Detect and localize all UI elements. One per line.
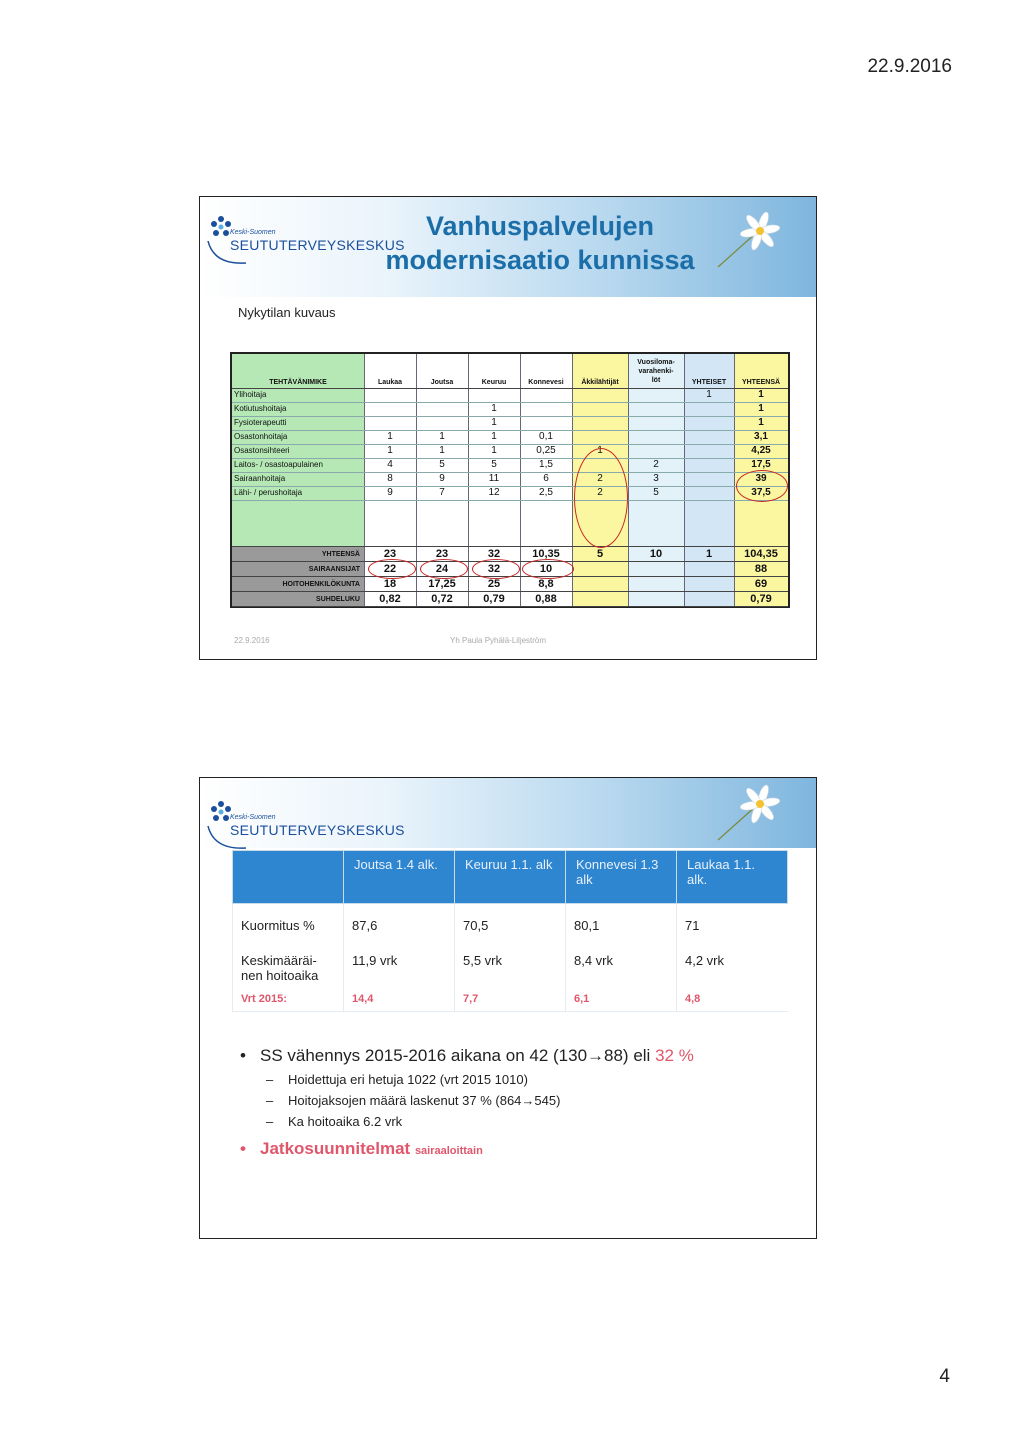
table-header-cell: TEHTÄVÄNIMIKE (269, 379, 327, 386)
table-header-cell: YHTEENSÄ (741, 379, 781, 386)
table-cell: 1 (387, 445, 393, 456)
bullet-text: Jatkosuunnitelmat (260, 1139, 411, 1158)
logo-big-text: SEUTUTERVEYSKESKUS (230, 237, 405, 253)
table-header-cell: Vuosiloma- varahenki- löt (637, 359, 675, 384)
table-cell: 1 (758, 403, 764, 414)
summary-cell: 0,79 (483, 593, 505, 605)
table-cell: 2,5 (539, 487, 553, 498)
table-cell: 5 (491, 459, 497, 470)
table-header-konnevesi: Konnevesi 1.3 alk (566, 851, 677, 904)
table-cell: 1 (491, 417, 497, 428)
staff-table (230, 352, 790, 608)
page-date: 22.9.2016 (867, 56, 952, 77)
annotation-circle (472, 559, 520, 579)
summary-cell: 10 (539, 563, 553, 575)
row-divider (232, 500, 788, 501)
table-header-cell: Laukaa (377, 379, 403, 386)
compare-row (233, 989, 788, 1012)
slide-title (370, 209, 710, 277)
table-row (233, 904, 788, 940)
row-label: Ylihoitaja (234, 390, 267, 399)
annotation-circle (736, 470, 788, 502)
logo-small-text: Keski-Suomen (230, 229, 276, 236)
summary-cell: 104,35 (744, 548, 778, 560)
summary-label: HOITOHENKILÖKUNTA (282, 581, 360, 588)
sub-bullet-item: – Hoidettuja eri hetuja 1022 (vrt 2015 1010) (238, 1072, 798, 1087)
table-cell: 1 (387, 431, 393, 442)
annotation-circle (420, 559, 468, 579)
table-cell: 71 (677, 904, 788, 940)
table-cell: 4,25 (751, 445, 771, 456)
table-cell: 5 (439, 459, 445, 470)
table-cell: 2 (597, 487, 603, 498)
table-cell: 4,2 vrk (677, 939, 788, 989)
summary-cell: 32 (487, 548, 501, 560)
table-header-cell: Joutsa (430, 379, 454, 386)
sub-bullet-item: – Hoitojaksojen määrä laskenut 37 % (864→545) (238, 1093, 798, 1108)
table-header-cell: YHTEISET (691, 379, 727, 386)
logo-swoosh-icon (206, 239, 276, 267)
row-label: Kuormitus % (233, 904, 344, 940)
compare-label: Vrt 2015: (233, 989, 344, 1012)
table-cell: 39 (755, 473, 767, 484)
row-label: Sairaanhoitaja (234, 474, 286, 483)
table-header-keuruu: Keuruu 1.1. alk (455, 851, 566, 904)
annotation-circle (368, 559, 416, 579)
summary-cell: 22 (383, 563, 397, 575)
bullet-item (238, 1139, 798, 1159)
summary-cell: 1 (705, 548, 713, 560)
table-cell: 1 (597, 445, 603, 456)
row-label: Laitos- / osastoapulainen (234, 460, 323, 469)
compare-cell: 14,4 (344, 989, 455, 1012)
logo-big-text: SEUTUTERVEYSKESKUS (230, 822, 405, 838)
row-label: Kotiutushoitaja (234, 404, 287, 413)
slide-title-line2: modernisaatio kunnissa (385, 245, 695, 275)
summary-cell: 25 (487, 578, 501, 590)
summary-cell: 17,25 (428, 578, 456, 590)
row-label: Osastonhoitaja (234, 432, 288, 441)
table-cell: 1 (491, 431, 497, 442)
table-header-cell: Äkkilähtijät (581, 379, 619, 386)
row-label: Osastonsihteeri (234, 446, 290, 455)
logo-swoosh-icon (206, 824, 276, 852)
summary-cell: 8,8 (538, 578, 554, 590)
table-cell: 37,5 (751, 487, 771, 498)
table-cell: 1 (758, 417, 764, 428)
bullet-small-text: sairaaloittain (414, 1145, 483, 1157)
table-cell: 9 (439, 473, 445, 484)
table-cell: 6 (543, 473, 549, 484)
row-label: Fysioterapeutti (234, 418, 287, 427)
table-cell: 1 (706, 389, 712, 400)
table-cell: 2 (597, 473, 603, 484)
slide-subtitle: Nykytilan kuvaus (238, 305, 336, 320)
table-cell: 11 (488, 473, 500, 484)
table-row (233, 939, 788, 989)
table-cell: 87,6 (344, 904, 455, 940)
daisy-icon (712, 784, 788, 844)
summary-cell: 0,82 (379, 593, 401, 605)
table-cell: 4 (387, 459, 393, 470)
page-number: 4 (939, 1366, 950, 1387)
footer-date: 22.9.2016 (234, 636, 270, 645)
footer-author: Yh Paula Pyhälä-Liljeström (450, 636, 547, 645)
summary-cell: 23 (383, 548, 397, 560)
table-cell: 1,5 (539, 459, 553, 470)
summary-label: SAIRAANSIJAT (308, 566, 360, 573)
bullet-highlight: 32 % (655, 1046, 694, 1065)
summary-cell: 24 (435, 563, 449, 575)
slide-1 (199, 196, 817, 660)
summary-cell: 69 (754, 578, 768, 590)
summary-cell: 10 (649, 548, 663, 560)
summary-cell: 0,79 (750, 593, 772, 605)
row-divider (232, 606, 788, 607)
summary-cell: 0,72 (431, 593, 453, 605)
bullet-list (238, 1046, 798, 1165)
table-header-laukaa: Laukaa 1.1. alk. (677, 851, 788, 904)
table-cell: 17,5 (751, 459, 771, 470)
table-cell: 3 (653, 473, 659, 484)
table-cell: 8,4 vrk (566, 939, 677, 989)
table-cell: 70,5 (455, 904, 566, 940)
summary-cell: 18 (383, 578, 397, 590)
summary-cell: 0,88 (535, 593, 557, 605)
row-label: Keskimääräi-nen hoitoaika (233, 939, 344, 989)
table-cell: 2 (653, 459, 659, 470)
table-cell: 9 (387, 487, 393, 498)
table-cell: 80,1 (566, 904, 677, 940)
row-label: Lähi- / perushoitaja (234, 488, 303, 497)
summary-cell: 5 (596, 548, 604, 560)
table-cell: 5 (653, 487, 659, 498)
table-cell: 3,1 (754, 431, 768, 442)
table-cell: 1 (491, 403, 497, 414)
bullet-text: SS vähennys 2015-2016 aikana on 42 (130→88) eli (260, 1046, 656, 1065)
table-cell: 12 (488, 487, 500, 498)
table-cell: 1 (439, 431, 445, 442)
table-cell: 5,5 vrk (455, 939, 566, 989)
annotation-circle (522, 559, 574, 579)
summary-cell: 10,35 (532, 548, 560, 560)
compare-cell: 6,1 (566, 989, 677, 1012)
compare-cell: 4,8 (677, 989, 788, 1012)
table-cell: 1 (491, 445, 497, 456)
slide-2 (199, 777, 817, 1239)
table-header-row (233, 851, 788, 904)
table-header-cell: Konnevesi (528, 379, 564, 386)
compare-cell: 7,7 (455, 989, 566, 1012)
table-cell: 11,9 vrk (344, 939, 455, 989)
ward-stats-table (232, 850, 788, 1012)
table-cell: 1 (439, 445, 445, 456)
table-header-joutsa: Joutsa 1.4 alk. (344, 851, 455, 904)
daisy-icon (712, 211, 788, 271)
summary-cell: 88 (754, 563, 768, 575)
slide-title-line1: Vanhuspalvelujen (425, 211, 655, 241)
sub-bullet-item: – Ka hoitoaika 6.2 vrk (238, 1114, 798, 1129)
annotation-circle (574, 448, 628, 548)
table-cell: 7 (439, 487, 445, 498)
table-cell: 1 (758, 389, 764, 400)
table-cell: 0,1 (539, 431, 553, 442)
table-cell: 0,25 (536, 445, 556, 456)
bullet-item (238, 1046, 798, 1066)
summary-cell: 23 (435, 548, 449, 560)
summary-label: SUHDELUKU (316, 596, 360, 603)
summary-label: YHTEENSÄ (321, 551, 360, 558)
table-cell: 8 (387, 473, 393, 484)
logo-small-text: Keski-Suomen (230, 814, 276, 821)
table-header-cell: Keuruu (481, 379, 507, 386)
table-header-empty (233, 851, 344, 904)
summary-cell: 32 (487, 563, 501, 575)
